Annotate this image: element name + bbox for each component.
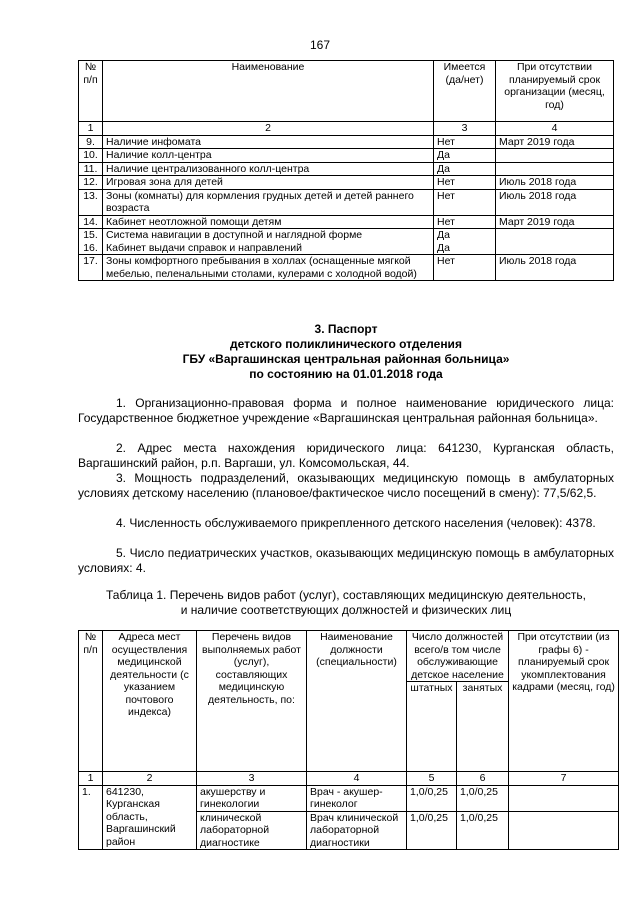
row-staff: 1,0/0,25	[407, 785, 457, 811]
header-term: При отсутствии планируемый срок организации (месяц, год)	[496, 61, 614, 122]
row-name: Система навигации в доступной и наглядной форме	[106, 229, 363, 241]
row-number: 11.	[79, 162, 103, 176]
section-title-line: детского поликлинического отделения	[230, 337, 462, 351]
header-name: Наименование	[103, 61, 434, 122]
paragraph-address: 2. Адрес места нахождения юридического лица: 641230, Курганская область, Варгашинский район, р.п. Варгаши, ул. Комсомольская, 44.	[78, 441, 614, 470]
row-work: клинической лабораторной диагностике	[197, 811, 307, 850]
col-number: 4	[496, 122, 614, 136]
row-position: Врач - акушер-гинеколог	[307, 785, 407, 811]
row-address: 641230, Курганская область, Варгашинский район	[103, 785, 197, 850]
paragraph-population: 4. Численность обслуживаемого прикрепленного детского населения (человек): 4378.	[116, 516, 596, 530]
row-work: акушерству и гинекологии	[197, 785, 307, 811]
row-has: Да	[434, 162, 496, 176]
table-row	[79, 785, 619, 811]
row-position: Врач клинической лабораторной диагностики	[307, 811, 407, 850]
section-title-line: 3. Паспорт	[314, 322, 378, 336]
row-term	[496, 162, 614, 176]
row-number: 13.	[79, 189, 103, 215]
services-availability-table	[78, 60, 614, 281]
header-has: Имеется (да/нет)	[434, 61, 496, 122]
col-number: 7	[509, 772, 619, 786]
header-count: Число должностей всего/в том числе обслуживающие детское население	[407, 631, 509, 682]
section-title-line: по состоянию на 01.01.2018 года	[249, 367, 443, 381]
row-term	[496, 149, 614, 163]
row-has: Нет	[434, 215, 496, 229]
table-row	[79, 176, 614, 190]
table-row	[79, 229, 614, 255]
table-row	[79, 135, 614, 149]
table2-column-numbers	[79, 772, 619, 786]
row-name: Зоны комфортного пребывания в холлах (оснащенные мягкой мебелью, пеленальными столами, кулерами с холодной водой)	[103, 255, 434, 281]
row-name: Игровая зона для детей	[103, 176, 434, 190]
header-number: № п/п	[79, 61, 103, 122]
paragraph-legal-form: 1. Организационно-правовая форма и полное наименование юридического лица: Государственное бюджетное учреждение «Варгашинская центральная районная больница».	[78, 396, 614, 425]
header-occupied: занятых	[457, 682, 509, 772]
section-title-line: ГБУ «Варгашинская центральная районная больница»	[182, 352, 510, 366]
row-number: 17.	[79, 255, 103, 281]
row-name: Наличие колл-центра	[103, 149, 434, 163]
header-position: Наименование должности (специальности)	[307, 631, 407, 772]
row-number: 10.	[79, 149, 103, 163]
row-term	[509, 785, 619, 811]
table2-caption-line: Таблица 1. Перечень видов работ (услуг), составляющих медицинскую деятельность,	[105, 588, 587, 602]
row-number: 14.	[79, 215, 103, 229]
row-term: Июль 2018 года	[496, 189, 614, 215]
paragraph-districts: 5. Число педиатрических участков, оказывающих медицинскую помощь в амбулаторных условиях: 4.	[78, 546, 614, 575]
row-term: Июль 2018 года	[496, 176, 614, 190]
row-term: Июль 2018 года	[496, 255, 614, 281]
paragraph-capacity: 3. Мощность подразделений, оказывающих медицинскую помощь в амбулаторных условиях детскому населению (плановое/фактическое число посещений в смену): 77,5/62,5.	[78, 471, 614, 500]
col-number: 1	[79, 122, 103, 136]
col-number: 3	[197, 772, 307, 786]
table-row	[79, 149, 614, 163]
row-occupied: 1,0/0,25	[457, 785, 509, 811]
table2-header-row	[79, 631, 619, 682]
header-address: Адреса мест осуществления медицинской деятельности (с указанием почтового индекса)	[103, 631, 197, 772]
table1-header-row	[79, 61, 614, 122]
row-name: Наличие инфомата	[103, 135, 434, 149]
works-positions-table	[78, 630, 619, 850]
row-term: Март 2019 года	[496, 215, 614, 229]
col-number: 4	[307, 772, 407, 786]
table2-caption-line: и наличие соответствующих должностей и физических лиц	[180, 603, 512, 617]
row-has: Нет	[434, 189, 496, 215]
row-has: Нет	[434, 135, 496, 149]
row-name: Наличие централизованного колл-центра	[103, 162, 434, 176]
col-number: 2	[103, 772, 197, 786]
row-number: 9.	[79, 135, 103, 149]
row-has: Нет	[434, 176, 496, 190]
table1-column-numbers	[79, 122, 614, 136]
row-name: Зоны (комнаты) для кормления грудных детей и детей раннего возраста	[103, 189, 434, 215]
row-term	[509, 811, 619, 850]
row-number: 12.	[79, 176, 103, 190]
header-works: Перечень видов выполняемых работ (услуг), составляющих медицинскую деятельность, по:	[197, 631, 307, 772]
row-number: 16.	[83, 241, 98, 254]
col-number: 1	[79, 772, 103, 786]
row-number: 1.	[79, 785, 103, 850]
header-number: № п/п	[79, 631, 103, 772]
page-number: 167	[309, 38, 331, 52]
row-has: Да	[437, 229, 450, 241]
row-term: Март 2019 года	[496, 135, 614, 149]
row-has: Да	[434, 149, 496, 163]
row-has: Нет	[434, 255, 496, 281]
col-number: 2	[103, 122, 434, 136]
table-row	[79, 162, 614, 176]
header-term: При отсутствии (из графы 6) - планируемый срок укомплектования кадрами (месяц, год)	[509, 631, 619, 772]
row-staff: 1,0/0,25	[407, 811, 457, 850]
col-number: 5	[407, 772, 457, 786]
table-row	[79, 255, 614, 281]
row-has: Да	[437, 241, 450, 254]
row-name: Кабинет выдачи справок и направлений	[106, 241, 303, 254]
row-number: 15.	[83, 229, 98, 241]
table-row	[79, 189, 614, 215]
col-number: 3	[434, 122, 496, 136]
row-name: Кабинет неотложной помощи детям	[103, 215, 434, 229]
header-staff: штатных	[407, 682, 457, 772]
row-occupied: 1,0/0,25	[457, 811, 509, 850]
col-number: 6	[457, 772, 509, 786]
table-row	[79, 215, 614, 229]
